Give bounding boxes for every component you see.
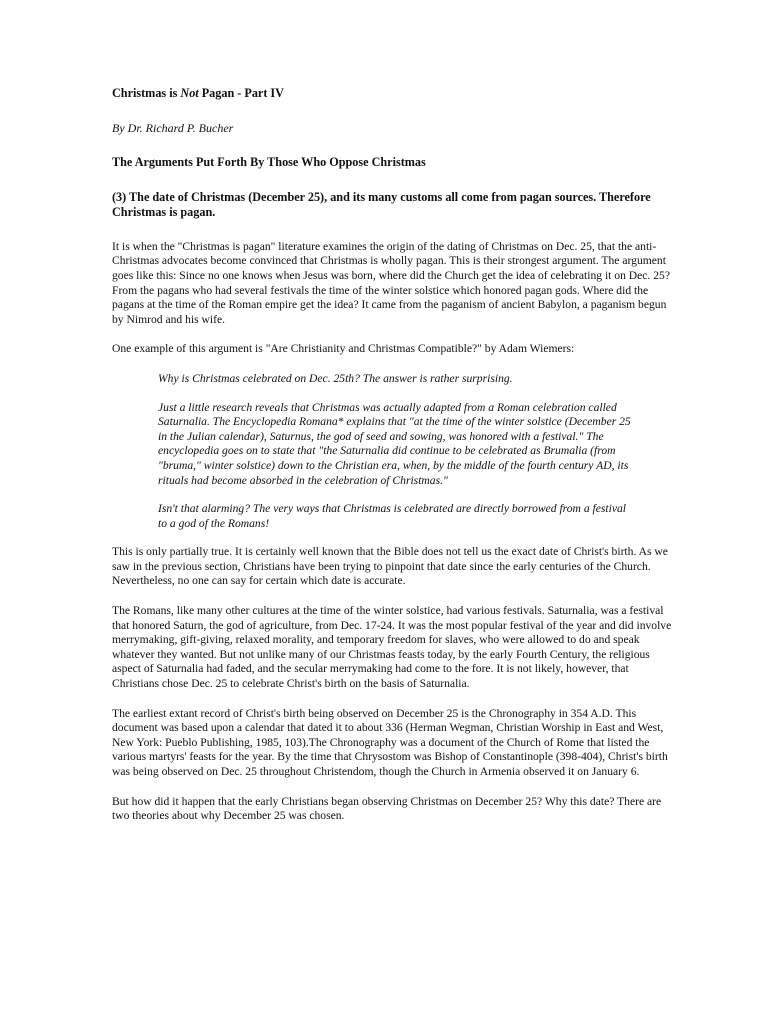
title-emphasis: Not: [180, 86, 199, 100]
argument-heading: (3) The date of Christmas (December 25), and its many customs all come from pagan sources. Therefore Christmas is pagan.: [112, 189, 651, 219]
document-title: [112, 86, 672, 101]
author-byline: By Dr. Richard P. Bucher: [112, 120, 234, 135]
paragraph-2: One example of this argument is "Are Christianity and Christmas Compatible?" by Adam Wiemers:: [112, 342, 575, 356]
document-page: [112, 86, 672, 839]
paragraph-1: It is when the "Christmas is pagan" literature examines the origin of the dating of Christmas on Dec. 25, that the anti-Christmas advocates become convinced that Christmas is wholly pagan. This is their strongest argument. The argument goes like this: Since no one knows when Jesus was born, where did the Church get the idea of celebrating it on Dec. 25? From the pagans who had several festivals the time of the winter solstice which honored pagan gods. Where did the pagans at the time of the Roman empire get the idea? It came from the paganism of ancient Babylon, a paganism begun by Nimrod and his wife.: [112, 239, 670, 326]
paragraph-5: The earliest extant record of Christ's birth being observed on December 25 is the Chronography in 354 A.D. This document was based upon a calendar that dated it to about 336 (Herman Wegman, Christian Worship in East and West, New York: Pueblo Publishing, 1985, 103).The Chronography was a document of the Church of Rome that listed the various martyrs' feasts for the year. By the time that Chrysostom was Bishop of Constantinople (398-404), Christ's birth was being observed on Dec. 25 throughout Christendom, though the Church in Armenia observed it on January 6.: [112, 706, 668, 778]
title-part-1: Christmas is: [112, 86, 181, 100]
quote-3: Isn't that alarming? The very ways that Christmas is celebrated are directly borrowed from a festival to a god of the Romans!: [158, 502, 627, 530]
section-heading: The Arguments Put Forth By Those Who Oppose Christmas: [112, 155, 426, 170]
paragraph-4: The Romans, like many other cultures at the time of the winter solstice, had various festivals. Saturnalia, was a festival that honored Saturn, the god of agriculture, from Dec. 17-24. It was the most popular festival of the year and did involve merrymaking, gift-giving, relaxed morality, and temporary freedom for slaves, who were allowed to do and speak whatever they wanted. But not unlike many of our Christmas feasts today, by the early Fourth Century, the religious aspect of Saturnalia had faded, and the secular merrymaking had come to the fore. It is not likely, however, that Christians chose Dec. 25 to celebrate Christ's birth on the basis of Saturnalia.: [112, 604, 672, 691]
title-part-2: Pagan - Part IV: [198, 86, 284, 100]
quote-2: Just a little research reveals that Christmas was actually adapted from a Roman celebration called Saturnalia. The Encyclopedia Romana* explains that "at the time of the winter solstice (December 25 in the Julian calendar), Saturnus, the god of seed and sowing, was honored with a festival." The encyclopedia goes on to state that "the Saturnalia did continue to be celebrated as Brumalia (from "bruma," winter solstice) down to the Christian era, when, by the middle of the fourth century AD, its rituals had become absorbed in the celebration of Christmas.": [158, 400, 631, 487]
paragraph-3: This is only partially true. It is certainly well known that the Bible does not tell us the exact date of Christ's birth. As we saw in the previous section, Christians have been trying to pinpoint that date since the early centuries of the Church. Nevertheless, no one can say for certain which date is accurate.: [112, 545, 668, 588]
paragraph-6: But how did it happen that the early Christians began observing Christmas on December 25? Why this date? There are two theories about why December 25 was chosen.: [112, 794, 662, 823]
quote-1: Why is Christmas celebrated on Dec. 25th? The answer is rather surprising.: [158, 371, 513, 385]
